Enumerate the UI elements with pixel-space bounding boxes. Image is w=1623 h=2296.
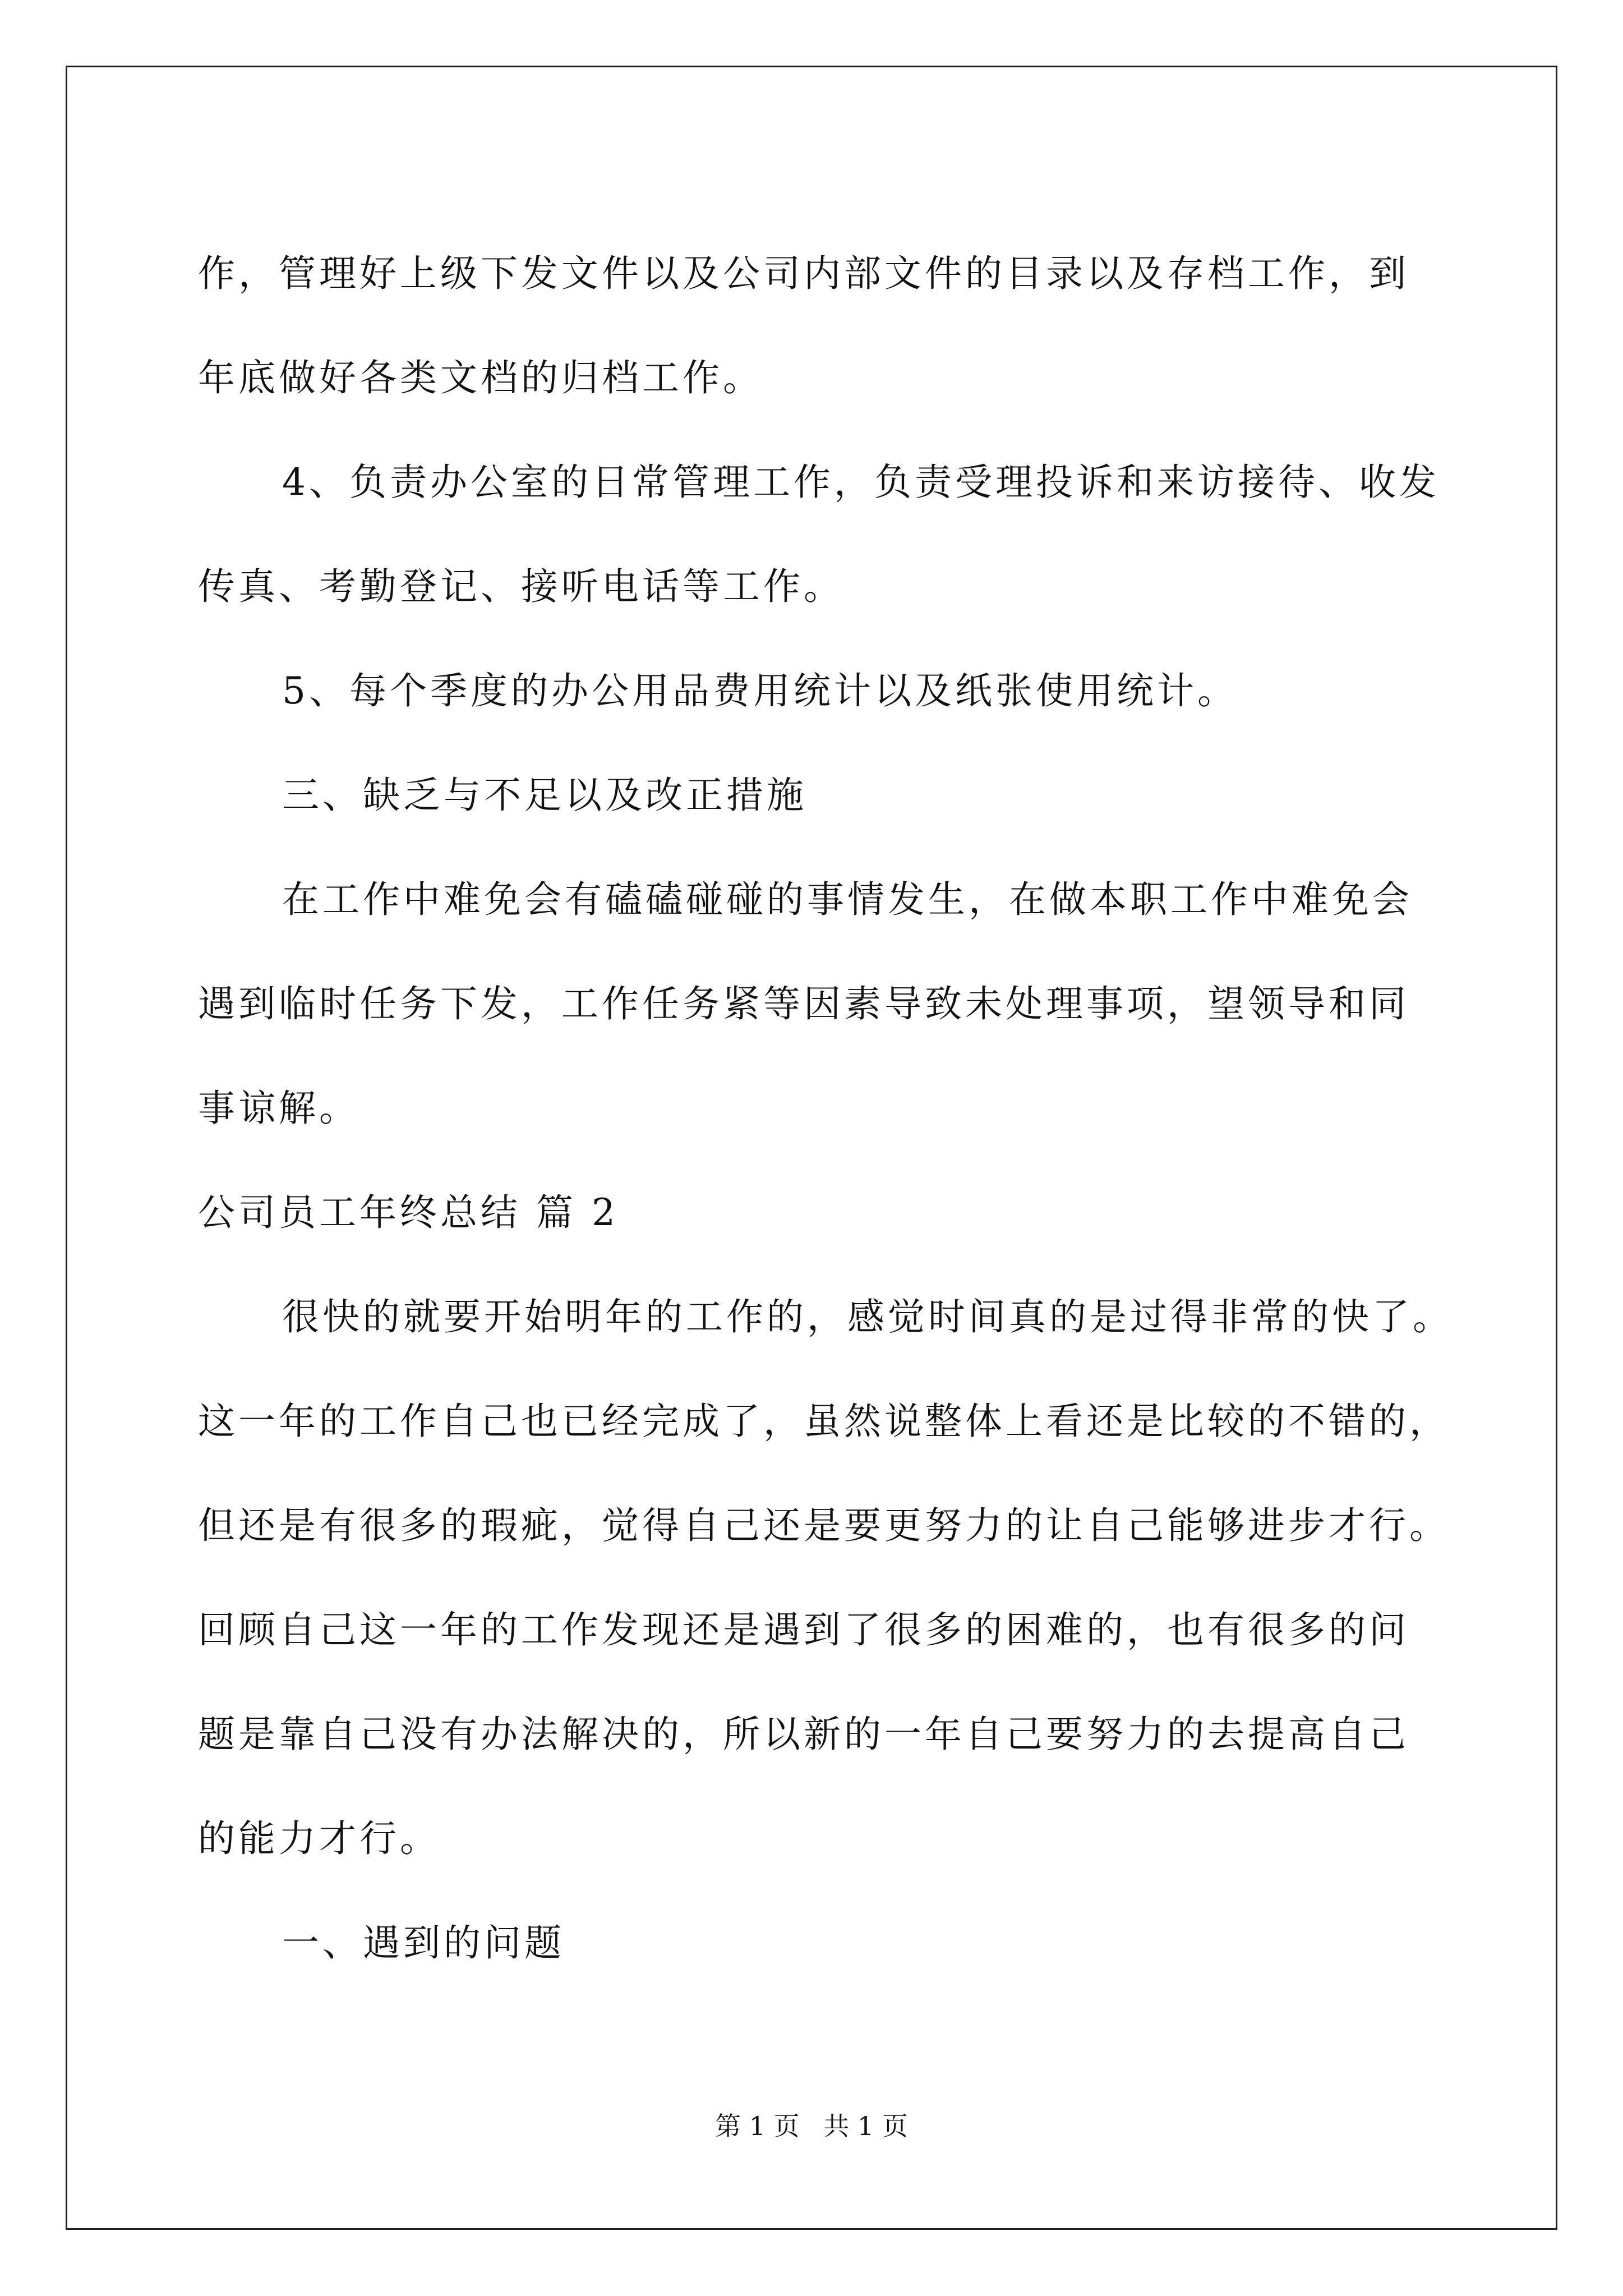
paragraph-line: 事谅解。 [198, 1087, 359, 1130]
page-footer [0, 2110, 1623, 2142]
paragraph-line: 5、每个季度的办公用品费用统计以及纸张使用统计。 [282, 669, 1238, 712]
paragraph-line: 遇到临时任务下发，工作任务紧等因素导致未处理事项，望领导和同 [198, 982, 1409, 1025]
page-total: 共 1 页 [823, 2111, 908, 2141]
paragraph-line: 回顾自己这一年的工作发现还是遇到了很多的困难的，也有很多的问 [198, 1608, 1409, 1651]
paragraph-line: 但还是有很多的瑕疵，觉得自己还是要更努力的让自己能够进步才行。 [198, 1504, 1450, 1547]
paragraph-line: 4、负责办公室的日常管理工作，负责受理投诉和来访接待、收发 [282, 461, 1440, 504]
section-heading: 一、遇到的问题 [282, 1921, 565, 1964]
section-heading: 三、缺乏与不足以及改正措施 [282, 774, 807, 817]
paragraph-line: 题是靠自己没有办法解决的，所以新的一年自己要努力的去提高自己 [198, 1713, 1409, 1756]
page-number: 第 1 页 [715, 2111, 800, 2141]
paragraph-line: 很快的就要开始明年的工作的，感觉时间真的是过得非常的快了。 [282, 1295, 1453, 1338]
paragraph-line: 作，管理好上级下发文件以及公司内部文件的目录以及存档工作，到 [198, 252, 1409, 295]
paragraph-line: 传真、考勤登记、接听电话等工作。 [198, 565, 844, 608]
paragraph-line: 的能力才行。 [198, 1817, 440, 1860]
document-body [198, 222, 1453, 1995]
paragraph-line: 这一年的工作自己也已经完成了，虽然说整体上看还是比较的不错的， [198, 1400, 1450, 1443]
paragraph-line: 在工作中难免会有磕磕碰碰的事情发生，在做本职工作中难免会 [282, 878, 1413, 921]
article-title: 公司员工年终总结 篇 2 [198, 1191, 619, 1234]
paragraph-line: 年底做好各类文档的归档工作。 [198, 356, 763, 399]
